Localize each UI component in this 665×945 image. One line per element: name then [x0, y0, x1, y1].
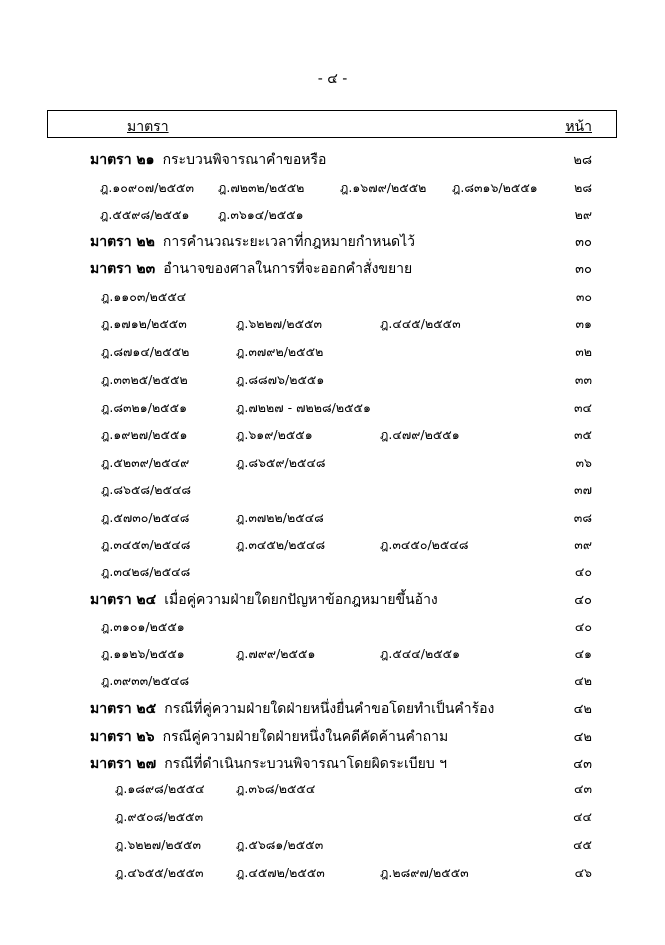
header-page: หน้า	[565, 119, 592, 135]
case-ref: ฎ.๕๗๓๐/๒๕๔๘	[101, 510, 190, 525]
case-ref: ฎ.๘๗๑๔/๒๕๕๒	[101, 344, 190, 359]
case-ref: ฎ.๓๔๕๐/๒๕๔๘	[380, 537, 469, 552]
case-ref: ฎ.๘๓๑๖/๒๕๕๑	[452, 180, 538, 195]
section-title: การคำนวณระยะเวลาที่กฎหมายกำหนดไว้	[162, 234, 416, 250]
case-ref-row	[0, 562, 665, 586]
page-ref: ๓๖	[575, 455, 592, 470]
case-ref: ฎ.๕๒๓๙/๒๕๔๙	[101, 455, 190, 470]
section-heading	[90, 726, 448, 748]
case-ref: ฎ.๓๗๒๒/๒๕๔๘	[236, 510, 324, 525]
page-ref: ๓๓	[574, 372, 592, 387]
page-ref: ๓๙	[574, 537, 592, 552]
case-ref-row	[0, 807, 665, 831]
section-label: มาตรา ๒๕	[90, 701, 157, 717]
page-ref: ๔๒	[573, 730, 592, 745]
case-ref-row	[0, 453, 665, 477]
case-ref-row	[0, 671, 665, 695]
case-ref: ฎ.๑๖๗๙/๒๕๕๒	[340, 180, 427, 195]
case-ref: ฎ.๑๙๒๗/๒๕๕๑	[101, 427, 188, 442]
section-heading	[90, 231, 415, 253]
section-title: กรณีที่ดำเนินกระบวนพิจารณาโดยผิดระเบียบ ฯ	[164, 756, 448, 772]
section-label: มาตรา ๒๖	[90, 729, 155, 745]
page-ref: ๒๘	[573, 153, 592, 168]
case-ref: ฎ.๗๒๓๒/๒๕๕๒	[218, 180, 305, 195]
section-title: กระบวนพิจารณาคำขอหรือ	[162, 152, 327, 168]
case-ref-row	[0, 205, 665, 229]
case-ref: ฎ.๓๙๓๓/๒๕๔๘	[101, 673, 190, 688]
section-heading	[90, 149, 326, 171]
case-ref: ฎ.๓๓๒๕/๒๕๕๒	[101, 372, 188, 387]
case-ref: ฎ.๔๗๙/๒๕๕๑	[380, 427, 460, 442]
case-ref: ฎ.๗๙๙/๒๕๕๑	[236, 646, 316, 661]
case-ref: ฎ.๓๔๕๒/๒๕๔๘	[236, 537, 326, 552]
page-ref: ๒๙	[574, 207, 592, 222]
page-ref: ๔๓	[573, 781, 592, 796]
case-ref-row	[0, 398, 665, 422]
section-heading	[90, 258, 412, 280]
case-ref: ฎ.๕๕๙๘/๒๕๕๑	[100, 207, 190, 222]
section-label: มาตรา ๒๒	[90, 234, 155, 250]
case-ref: ฎ.๒๘๙๗/๒๕๕๓	[380, 865, 469, 880]
section-heading	[90, 698, 494, 720]
case-ref: ฎ.๘๘๗๖/๒๕๕๑	[236, 372, 325, 387]
case-ref: ฎ.๘๖๕๙/๒๕๔๘	[236, 455, 326, 470]
page-ref: ๔๑	[574, 646, 592, 661]
page-ref: ๓๔	[573, 400, 592, 415]
section-entry	[0, 149, 665, 173]
section-label: มาตรา ๒๓	[90, 261, 156, 277]
case-ref: ฎ.๓๑๐๑/๒๕๕๑	[101, 619, 185, 634]
case-ref: ฎ.๓๖๘/๒๕๕๔	[236, 781, 316, 796]
section-heading	[90, 589, 438, 611]
page-ref: ๔๓	[573, 757, 592, 772]
page-number: - ๔ -	[317, 71, 348, 87]
page-ref: ๓๘	[573, 510, 592, 525]
case-ref-row	[0, 863, 665, 887]
case-ref-row	[0, 835, 665, 859]
case-ref-row	[0, 178, 665, 202]
page-ref: ๔๐	[574, 564, 592, 579]
page-ref: ๓๕	[573, 427, 592, 442]
case-ref-row	[0, 644, 665, 668]
case-ref-row	[0, 287, 665, 311]
case-ref-row	[0, 508, 665, 532]
case-ref: ฎ.๓๗๙๒/๒๕๕๒	[236, 344, 324, 359]
case-ref-row	[0, 617, 665, 641]
case-ref-row	[0, 779, 665, 803]
case-ref: ฎ.๓๔๕๓/๒๕๔๘	[101, 537, 191, 552]
case-ref: ฎ.๔๖๕๕/๒๕๕๓	[115, 865, 204, 880]
section-title: กรณีที่คู่ความฝ่ายใดฝ่ายหนึ่งยื่นคำขอโดยทำเป็นคำร้อง	[164, 701, 495, 717]
case-ref-row	[0, 535, 665, 559]
case-ref: ฎ.๗๒๒๗ - ๗๒๒๘/๒๕๕๑	[236, 400, 371, 415]
header-section: มาตรา	[127, 119, 169, 135]
page-ref: ๔๔	[573, 809, 592, 824]
section-entry	[0, 589, 665, 613]
section-heading	[90, 753, 447, 775]
case-ref: ฎ.๓๖๑๔/๒๕๕๑	[218, 207, 304, 222]
section-title: กรณีคู่ความฝ่ายใดฝ่ายหนึ่งในคดีคัดค้านคำถาม	[162, 729, 449, 745]
page-ref: ๓๗	[574, 482, 592, 497]
page-ref: ๒๘	[574, 180, 592, 195]
page-ref: ๓๒	[575, 344, 592, 359]
case-ref-row	[0, 370, 665, 394]
case-ref: ฎ.๑๑๒๖/๒๕๕๑	[101, 646, 185, 661]
case-ref: ฎ.๙๕๐๘/๒๕๕๓	[115, 809, 204, 824]
section-entry	[0, 753, 665, 777]
case-ref-row	[0, 425, 665, 449]
page-ref: ๓๐	[575, 262, 592, 277]
section-entry	[0, 726, 665, 750]
page-ref: ๔๐	[574, 619, 592, 634]
page-ref: ๔๒	[573, 702, 592, 717]
section-title: อำนาจของศาลในการที่จะออกคำสั่งขยาย	[163, 261, 413, 277]
page-ref: ๔๒	[574, 673, 592, 688]
case-ref: ฎ.๔๕๗๒/๒๕๕๓	[236, 865, 325, 880]
case-ref: ฎ.๔๔๕/๒๕๕๓	[380, 316, 461, 331]
section-entry	[0, 258, 665, 282]
page-ref: ๓๐	[575, 235, 592, 250]
page-ref: ๔๖	[574, 865, 592, 880]
section-label: มาตรา ๒๑	[90, 152, 155, 168]
page-ref: ๓๑	[575, 316, 592, 331]
section-label: มาตรา ๒๗	[90, 756, 157, 772]
page-ref: ๔๕	[573, 837, 592, 852]
page-ref: ๓๐	[575, 289, 592, 304]
section-label: มาตรา ๒๔	[90, 592, 157, 608]
page-ref: ๔๐	[574, 593, 592, 608]
case-ref: ฎ.๑๑๐๓/๒๕๕๔	[101, 289, 187, 304]
case-ref: ฎ.๖๒๒๗/๒๕๕๓	[115, 837, 202, 852]
case-ref: ฎ.๓๔๒๘/๒๕๔๘	[101, 564, 191, 579]
case-ref: ฎ.๖๒๒๗/๒๕๕๓	[236, 316, 323, 331]
case-ref: ฎ.๖๑๙/๒๕๕๑	[236, 427, 313, 442]
case-ref-row	[0, 342, 665, 366]
section-title: เมื่อคู่ความฝ่ายใดยกปัญหาข้อกฎหมายขึ้นอ้าง	[164, 592, 438, 608]
case-ref: ฎ.๑๗๑๒/๒๕๕๓	[101, 316, 187, 331]
case-ref: ฎ.๕๔๔/๒๕๕๑	[380, 646, 461, 661]
case-ref: ฎ.๘๖๕๘/๒๕๔๘	[101, 482, 192, 497]
section-entry	[0, 698, 665, 722]
case-ref: ฎ.๘๓๒๑/๒๕๕๑	[101, 400, 188, 415]
case-ref: ฎ.๑๐๙๐๗/๒๕๕๓	[100, 180, 195, 195]
case-ref-row	[0, 480, 665, 504]
case-ref: ฎ.๑๘๙๘/๒๕๕๔	[115, 781, 205, 796]
case-ref: ฎ.๕๖๘๑/๒๕๕๓	[236, 837, 324, 852]
section-entry	[0, 231, 665, 255]
case-ref-row	[0, 314, 665, 338]
toc-header	[47, 110, 617, 138]
